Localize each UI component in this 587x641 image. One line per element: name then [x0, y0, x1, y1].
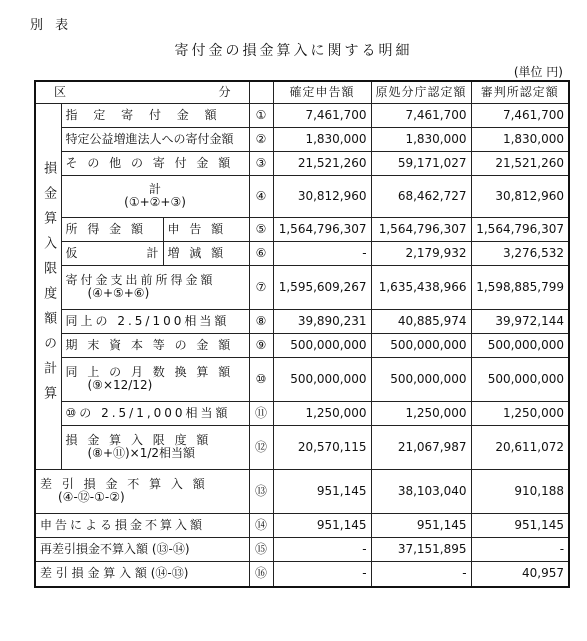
header-category: [35, 81, 249, 103]
value-tribunal: 1,598,885,799: [471, 265, 569, 309]
value-tribunal: 1,830,000: [471, 127, 569, 151]
value-declared: 1,830,000: [273, 127, 371, 151]
row-formula: (⑨×12/12): [87, 378, 153, 392]
value-declared: 951,145: [273, 513, 371, 537]
header-category-left: 区: [54, 84, 67, 99]
header-col3: 審判所認定額: [471, 81, 569, 103]
value-original: 21,067,987: [371, 425, 471, 469]
table-row: [35, 357, 569, 401]
value-declared: 500,000,000: [273, 333, 371, 357]
value-tribunal: 500,000,000: [471, 357, 569, 401]
row-label: 再差引損金不算入額 (⑬-⑭): [35, 537, 249, 561]
row-label: 差 引 損 金 不 算 入 額: [40, 477, 208, 492]
row-label: 差 引 損 金 算 入 額 (⑭-⑬): [35, 561, 249, 587]
row-number: ⑩: [249, 357, 273, 401]
side-label: 損金算入限度額の計算: [41, 161, 57, 411]
value-original: 500,000,000: [371, 357, 471, 401]
row-number: ⑪: [249, 401, 273, 425]
value-original: 59,171,027: [371, 151, 471, 175]
row-number: ⑧: [249, 309, 273, 333]
value-tribunal: 30,812,960: [471, 175, 569, 217]
table-row: [35, 333, 569, 357]
value-original: 68,462,727: [371, 175, 471, 217]
value-original: 1,830,000: [371, 127, 471, 151]
value-declared: 1,564,796,307: [273, 217, 371, 241]
value-declared: 1,595,609,267: [273, 265, 371, 309]
header-category-right: 分: [218, 84, 231, 99]
row-label: そ の 他 の 寄 付 金 額: [61, 151, 249, 175]
value-tribunal: 1,250,000: [471, 401, 569, 425]
table-row: [35, 265, 569, 309]
row-number: ⑤: [249, 217, 273, 241]
row-number: ⑮: [249, 537, 273, 561]
row-label: 指 定 寄 付 金 額: [61, 103, 249, 127]
detail-table: [34, 80, 570, 588]
table-row: [35, 513, 569, 537]
value-declared: 30,812,960: [273, 175, 371, 217]
row-label-cell: [35, 469, 249, 513]
row-label: 申告による損金不算入額: [35, 513, 249, 537]
value-tribunal: 910,188: [471, 469, 569, 513]
row-label-end: 計: [146, 245, 159, 260]
value-declared: 20,570,115: [273, 425, 371, 469]
row-label: 損 金 算 入 限 度 額: [65, 433, 212, 448]
row-number: ①: [249, 103, 273, 127]
value-original: 40,885,974: [371, 309, 471, 333]
value-original: 7,461,700: [371, 103, 471, 127]
page-title: 寄付金の損金算入に関する明細: [174, 43, 413, 59]
table-row: [35, 241, 569, 265]
attachment-label: 別 表: [30, 18, 73, 33]
row-number: ⑬: [249, 469, 273, 513]
value-tribunal: 20,611,072: [471, 425, 569, 469]
row-formula: (④+⑤+⑥): [87, 286, 150, 300]
row-label-cell: [61, 175, 249, 217]
row-sublabel: 増 減 額: [163, 241, 249, 265]
table-row: [35, 425, 569, 469]
table-row: [35, 217, 569, 241]
value-original: 500,000,000: [371, 333, 471, 357]
value-original: 951,145: [371, 513, 471, 537]
row-number: ④: [249, 175, 273, 217]
table-row: [35, 561, 569, 587]
value-original: 1,635,438,966: [371, 265, 471, 309]
header-row: [35, 81, 569, 103]
row-label: ⑩の 2.5/1,000相当額: [61, 401, 249, 425]
value-tribunal: 39,972,144: [471, 309, 569, 333]
value-original: 1,250,000: [371, 401, 471, 425]
table-row: [35, 151, 569, 175]
table-row: [35, 103, 569, 127]
row-label-cell: [61, 241, 163, 265]
row-number: ⑫: [249, 425, 273, 469]
value-tribunal: 7,461,700: [471, 103, 569, 127]
value-declared: -: [273, 561, 371, 587]
row-formula: (①+②+③): [124, 195, 186, 209]
value-tribunal: 3,276,532: [471, 241, 569, 265]
row-number: ⑨: [249, 333, 273, 357]
table-row: [35, 175, 569, 217]
header-no: [249, 81, 273, 103]
value-tribunal: 21,521,260: [471, 151, 569, 175]
row-sublabel: 申 告 額: [163, 217, 249, 241]
value-original: 2,179,932: [371, 241, 471, 265]
value-tribunal: -: [471, 537, 569, 561]
row-label: 寄付金支出前所得金額: [65, 273, 216, 288]
row-label-cell: [61, 265, 249, 309]
header-col2: 原処分庁認定額: [371, 81, 471, 103]
row-formula: (④-⑫-①-②): [58, 490, 125, 504]
value-original: 37,151,895: [371, 537, 471, 561]
row-number: ⑦: [249, 265, 273, 309]
value-tribunal: 1,564,796,307: [471, 217, 569, 241]
row-number: ③: [249, 151, 273, 175]
row-label: 同上の 2.5/100相当額: [61, 309, 249, 333]
value-declared: 1,250,000: [273, 401, 371, 425]
value-declared: 7,461,700: [273, 103, 371, 127]
value-original: -: [371, 561, 471, 587]
value-tribunal: 500,000,000: [471, 333, 569, 357]
value-declared: 39,890,231: [273, 309, 371, 333]
row-number: ⑥: [249, 241, 273, 265]
row-label: 所 得 金 額: [61, 217, 163, 241]
row-label: 特定公益増進法人への寄付金額: [61, 127, 249, 151]
value-declared: 500,000,000: [273, 357, 371, 401]
row-number: ⑭: [249, 513, 273, 537]
value-tribunal: 951,145: [471, 513, 569, 537]
table-row: [35, 537, 569, 561]
header-col1: 確定申告額: [273, 81, 371, 103]
value-declared: -: [273, 241, 371, 265]
row-number: ②: [249, 127, 273, 151]
row-label-cell: [61, 357, 249, 401]
unit-label: (単位 円): [513, 65, 563, 79]
row-label: 仮: [65, 245, 78, 260]
row-label: 期 末 資 本 等 の 金 額: [61, 333, 249, 357]
row-number: ⑯: [249, 561, 273, 587]
side-label-cell: [35, 103, 61, 469]
row-label-cell: [61, 425, 249, 469]
value-original: 1,564,796,307: [371, 217, 471, 241]
value-original: 38,103,040: [371, 469, 471, 513]
table-row: [35, 309, 569, 333]
row-label: 計: [149, 182, 162, 197]
value-tribunal: 40,957: [471, 561, 569, 587]
table-row: [35, 469, 569, 513]
row-label: 同 上 の 月 数 換 算 額: [65, 365, 234, 380]
table-row: [35, 401, 569, 425]
value-declared: 951,145: [273, 469, 371, 513]
value-declared: 21,521,260: [273, 151, 371, 175]
value-declared: -: [273, 537, 371, 561]
table-row: [35, 127, 569, 151]
row-formula: (⑧+⑪)×1/2相当額: [87, 446, 196, 460]
